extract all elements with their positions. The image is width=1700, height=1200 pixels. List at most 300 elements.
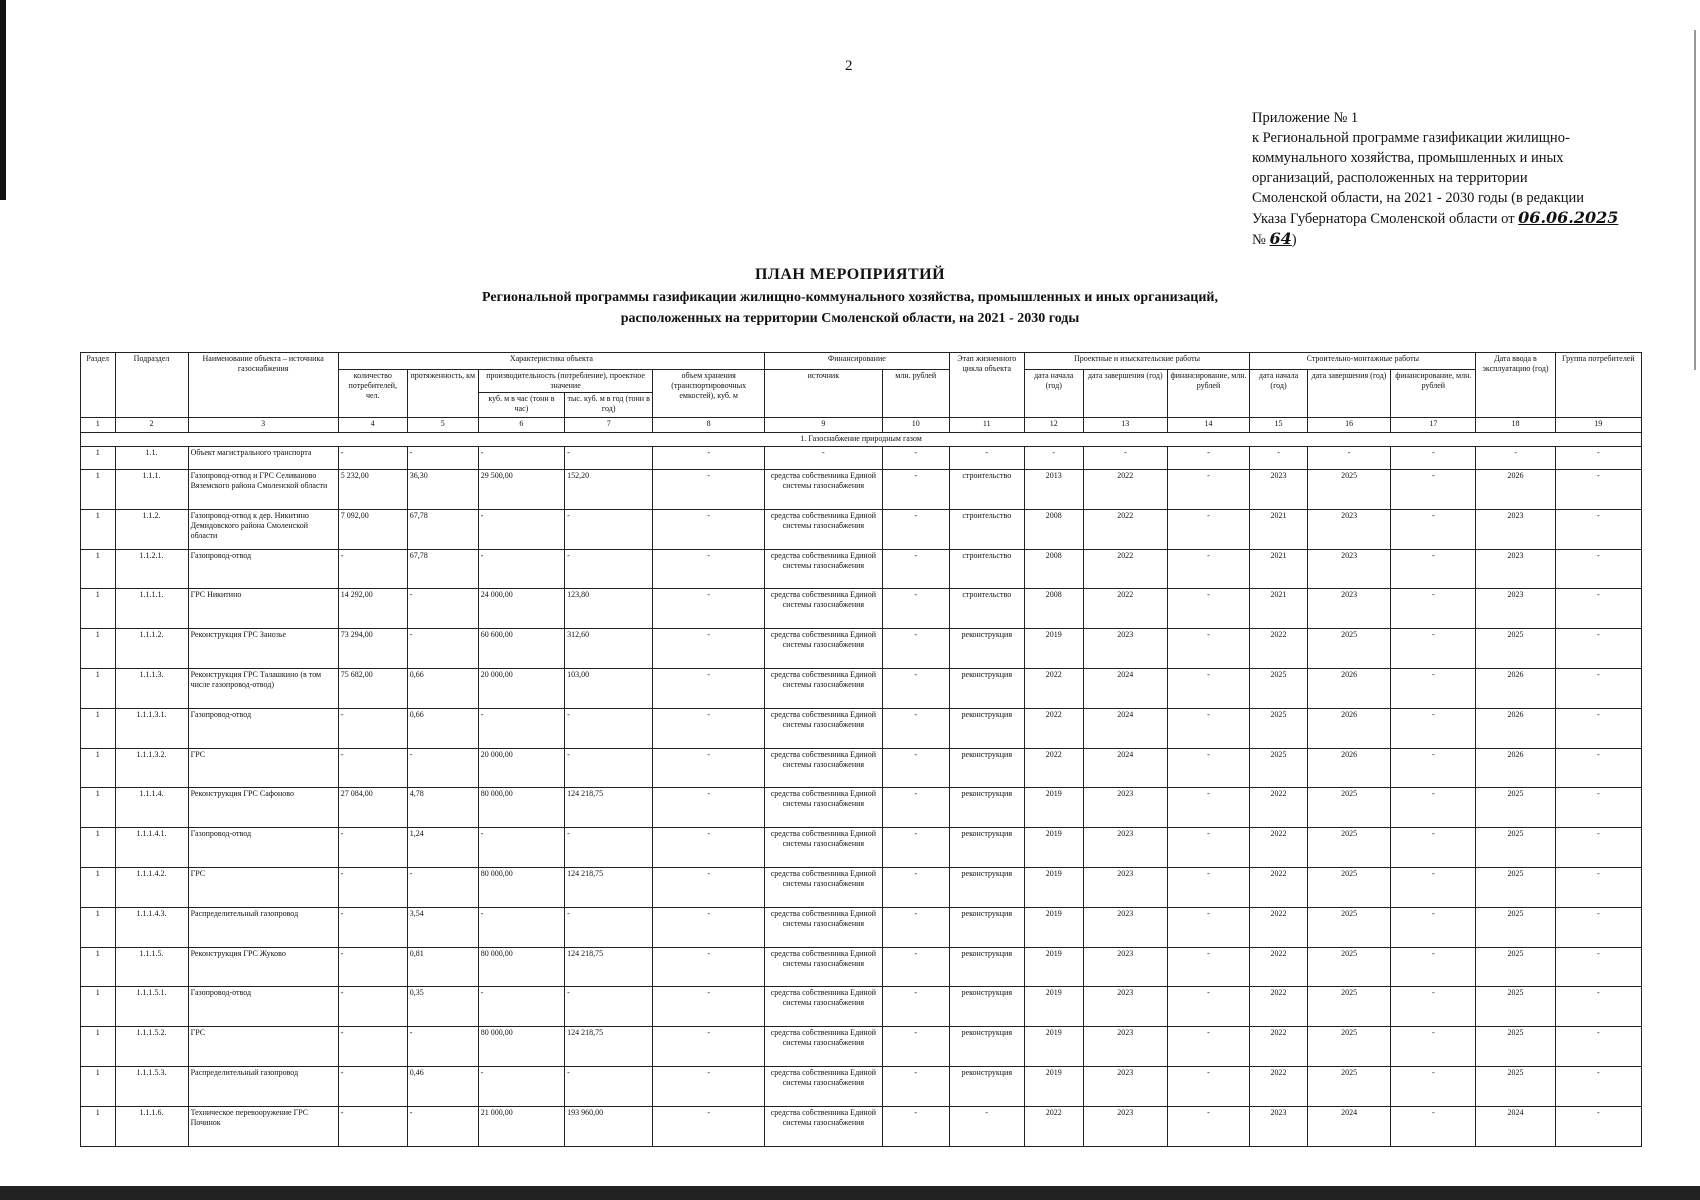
cell-storage: - [653, 987, 765, 1027]
table-row [81, 629, 1642, 669]
cell-razdel: 1 [81, 668, 116, 708]
cell-design-start: 2019 [1024, 947, 1083, 987]
cell-construction-end: - [1307, 447, 1390, 470]
cell-per-hour: - [478, 708, 564, 748]
cell-object-name: ГРС [188, 1027, 338, 1067]
table-row [81, 1106, 1642, 1146]
cell-lifecycle: реконструкция [949, 1066, 1024, 1106]
cell-consumers: - [338, 447, 407, 470]
cell-source: - [765, 447, 883, 470]
cell-consumer-group: - [1555, 629, 1641, 669]
column-number: 12 [1024, 418, 1083, 433]
cell-per-hour: - [478, 987, 564, 1027]
cell-design-start: 2019 [1024, 1027, 1083, 1067]
cell-length: 0,81 [407, 947, 478, 987]
cell-consumer-group: - [1555, 828, 1641, 868]
cell-commission-date: 2025 [1476, 629, 1555, 669]
cell-design-start: 2022 [1024, 748, 1083, 788]
table-row [81, 509, 1642, 549]
cell-object-name: Реконструкция ГРС Талашкино (в том числе газопровод-отвод) [188, 668, 338, 708]
cell-object-name: Распределительный газопровод [188, 1066, 338, 1106]
header-financing: Финансирование [765, 353, 950, 370]
cell-podrazdel: 1.1.1.3.2. [115, 748, 188, 788]
cell-razdel: 1 [81, 867, 116, 907]
cell-commission-date: - [1476, 447, 1555, 470]
cell-source: средства собственника Единой системы газоснабжения [765, 907, 883, 947]
cell-consumers: - [338, 1066, 407, 1106]
cell-mln-rub: - [882, 668, 949, 708]
cell-design-financing: - [1167, 629, 1249, 669]
cell-per-hour: 21 000,00 [478, 1106, 564, 1146]
cell-consumers: - [338, 867, 407, 907]
cell-construction-financing: - [1391, 1066, 1476, 1106]
cell-razdel: 1 [81, 549, 116, 589]
cell-length: 0,35 [407, 987, 478, 1027]
cell-per-year: - [565, 828, 653, 868]
cell-construction-start: 2022 [1250, 987, 1308, 1027]
cell-podrazdel: 1.1. [115, 447, 188, 470]
cell-razdel: 1 [81, 987, 116, 1027]
cell-razdel: 1 [81, 1106, 116, 1146]
cell-razdel: 1 [81, 828, 116, 868]
handwritten-number: 64 [1269, 229, 1292, 248]
cell-podrazdel: 1.1.2.1. [115, 549, 188, 589]
document-subtitle-1: Региональной программы газификации жилищно-коммунального хозяйства, промышленных и иных организаций, [482, 290, 1218, 305]
cell-per-hour: - [478, 447, 564, 470]
document-title: ПЛАН МЕРОПРИЯТИЙ [754, 266, 946, 283]
header-design-start: дата начала (год) [1024, 370, 1083, 418]
header-construction-works: Строительно-монтажные работы [1250, 353, 1476, 370]
cell-consumer-group: - [1555, 788, 1641, 828]
cell-lifecycle: строительство [949, 509, 1024, 549]
cell-mln-rub: - [882, 629, 949, 669]
cell-source: средства собственника Единой системы газоснабжения [765, 549, 883, 589]
table-row [81, 708, 1642, 748]
header-length: протяженность, км [407, 370, 478, 418]
cell-commission-date: 2025 [1476, 1066, 1555, 1106]
cell-commission-date: 2026 [1476, 668, 1555, 708]
cell-construction-financing: - [1391, 708, 1476, 748]
cell-construction-end: 2026 [1307, 708, 1390, 748]
header-construction-financing: финансирование, млн. рублей [1391, 370, 1476, 418]
cell-consumer-group: - [1555, 447, 1641, 470]
cell-construction-financing: - [1391, 828, 1476, 868]
cell-per-hour: 80 000,00 [478, 788, 564, 828]
column-number: 17 [1391, 418, 1476, 433]
cell-construction-start: 2025 [1250, 668, 1308, 708]
cell-lifecycle: реконструкция [949, 748, 1024, 788]
cell-lifecycle: строительство [949, 470, 1024, 510]
cell-per-year: - [565, 1066, 653, 1106]
cell-per-hour: - [478, 828, 564, 868]
cell-construction-financing: - [1391, 589, 1476, 629]
cell-object-name: ГРС [188, 867, 338, 907]
cell-consumers: 5 232,00 [338, 470, 407, 510]
cell-construction-financing: - [1391, 1027, 1476, 1067]
cell-construction-financing: - [1391, 788, 1476, 828]
cell-commission-date: 2025 [1476, 947, 1555, 987]
plan-table-body [81, 433, 1642, 1147]
cell-construction-end: 2025 [1307, 1027, 1390, 1067]
cell-consumer-group: - [1555, 509, 1641, 549]
column-number: 2 [115, 418, 188, 433]
cell-object-name: Газопровод-отвод [188, 987, 338, 1027]
cell-per-hour: - [478, 549, 564, 589]
cell-per-year: 124 218,75 [565, 947, 653, 987]
cell-lifecycle: реконструкция [949, 987, 1024, 1027]
cell-commission-date: 2025 [1476, 1027, 1555, 1067]
cell-consumers: - [338, 1027, 407, 1067]
cell-storage: - [653, 907, 765, 947]
cell-construction-financing: - [1391, 748, 1476, 788]
cell-commission-date: 2026 [1476, 470, 1555, 510]
cell-mln-rub: - [882, 828, 949, 868]
cell-commission-date: 2026 [1476, 748, 1555, 788]
cell-length: - [407, 1106, 478, 1146]
cell-podrazdel: 1.1.1.5.3. [115, 1066, 188, 1106]
cell-per-year: 124 218,75 [565, 788, 653, 828]
cell-mln-rub: - [882, 748, 949, 788]
column-number: 14 [1167, 418, 1249, 433]
appendix-line-7 [1252, 229, 1672, 250]
cell-construction-end: 2025 [1307, 947, 1390, 987]
cell-construction-financing: - [1391, 629, 1476, 669]
column-number: 15 [1250, 418, 1308, 433]
cell-per-year: 123,80 [565, 589, 653, 629]
table-row [81, 447, 1642, 470]
cell-consumers: - [338, 1106, 407, 1146]
appendix-line-2: к Региональной программе газификации жилищно- [1252, 130, 1570, 146]
cell-length: 67,78 [407, 509, 478, 549]
column-number: 19 [1555, 418, 1641, 433]
cell-storage: - [653, 1106, 765, 1146]
cell-source: средства собственника Единой системы газоснабжения [765, 788, 883, 828]
cell-consumer-group: - [1555, 867, 1641, 907]
cell-design-start: 2019 [1024, 828, 1083, 868]
cell-per-hour: 60 600,00 [478, 629, 564, 669]
cell-consumers: - [338, 907, 407, 947]
cell-per-hour: 80 000,00 [478, 947, 564, 987]
cell-per-hour: 29 500,00 [478, 470, 564, 510]
cell-design-end: 2023 [1083, 828, 1167, 868]
cell-lifecycle: реконструкция [949, 1027, 1024, 1067]
cell-podrazdel: 1.1.2. [115, 509, 188, 549]
cell-design-end: 2023 [1083, 629, 1167, 669]
cell-lifecycle: реконструкция [949, 867, 1024, 907]
section-title: 1. Газоснабжение природным газом [81, 433, 1642, 447]
cell-object-name: Реконструкция ГРС Занозье [188, 629, 338, 669]
cell-per-year: - [565, 549, 653, 589]
cell-per-year: 124 218,75 [565, 1027, 653, 1067]
cell-length: 1,24 [407, 828, 478, 868]
cell-construction-start: 2022 [1250, 867, 1308, 907]
cell-length: 0,66 [407, 668, 478, 708]
cell-design-end: 2022 [1083, 589, 1167, 629]
cell-mln-rub: - [882, 549, 949, 589]
cell-razdel: 1 [81, 947, 116, 987]
cell-commission-date: 2025 [1476, 867, 1555, 907]
header-design-end: дата завершения (год) [1083, 370, 1167, 418]
cell-razdel: 1 [81, 447, 116, 470]
cell-length: - [407, 867, 478, 907]
cell-design-end: 2023 [1083, 947, 1167, 987]
header-productivity: производительность (потребление), проектное значение [478, 370, 653, 393]
cell-mln-rub: - [882, 509, 949, 549]
cell-per-year: - [565, 748, 653, 788]
cell-object-name: Газопровод-отвод к дер. Никитино Демидовского района Смоленской области [188, 509, 338, 549]
cell-podrazdel: 1.1.1.4.2. [115, 867, 188, 907]
cell-object-name: Реконструкция ГРС Жуково [188, 947, 338, 987]
cell-design-financing: - [1167, 509, 1249, 549]
cell-consumers: - [338, 947, 407, 987]
cell-storage: - [653, 549, 765, 589]
cell-design-end: 2023 [1083, 788, 1167, 828]
cell-source: средства собственника Единой системы газоснабжения [765, 1027, 883, 1067]
cell-length: 3,54 [407, 907, 478, 947]
column-number: 7 [565, 418, 653, 433]
table-row [81, 470, 1642, 510]
cell-design-start: 2022 [1024, 668, 1083, 708]
cell-consumer-group: - [1555, 668, 1641, 708]
cell-construction-start: 2022 [1250, 907, 1308, 947]
cell-consumers: 75 682,00 [338, 668, 407, 708]
cell-mln-rub: - [882, 447, 949, 470]
cell-construction-end: 2025 [1307, 629, 1390, 669]
table-row [81, 788, 1642, 828]
cell-source: средства собственника Единой системы газоснабжения [765, 1106, 883, 1146]
cell-design-end: 2023 [1083, 1106, 1167, 1146]
cell-mln-rub: - [882, 1066, 949, 1106]
column-number: 18 [1476, 418, 1555, 433]
cell-mln-rub: - [882, 1027, 949, 1067]
column-number: 9 [765, 418, 883, 433]
cell-design-end: 2022 [1083, 549, 1167, 589]
cell-podrazdel: 1.1.1.2. [115, 629, 188, 669]
scan-edge-bottom [0, 1186, 1700, 1200]
cell-construction-start: 2022 [1250, 1027, 1308, 1067]
cell-construction-end: 2025 [1307, 788, 1390, 828]
table-row [81, 589, 1642, 629]
cell-source: средства собственника Единой системы газоснабжения [765, 1066, 883, 1106]
header-source: источник [765, 370, 883, 418]
cell-lifecycle: реконструкция [949, 828, 1024, 868]
cell-per-hour: - [478, 907, 564, 947]
table-row [81, 1027, 1642, 1067]
cell-podrazdel: 1.1.1.5.2. [115, 1027, 188, 1067]
cell-mln-rub: - [882, 470, 949, 510]
cell-construction-end: 2025 [1307, 907, 1390, 947]
cell-commission-date: 2026 [1476, 708, 1555, 748]
header-razdel: Раздел [81, 353, 116, 418]
cell-construction-end: 2025 [1307, 470, 1390, 510]
cell-storage: - [653, 947, 765, 987]
cell-design-start: 2019 [1024, 867, 1083, 907]
cell-podrazdel: 1.1.1. [115, 470, 188, 510]
table-row [81, 828, 1642, 868]
cell-commission-date: 2025 [1476, 788, 1555, 828]
column-number: 10 [882, 418, 949, 433]
cell-lifecycle: - [949, 447, 1024, 470]
cell-design-financing: - [1167, 987, 1249, 1027]
cell-commission-date: 2024 [1476, 1106, 1555, 1146]
cell-commission-date: 2025 [1476, 907, 1555, 947]
cell-construction-end: 2026 [1307, 748, 1390, 788]
cell-per-hour: 80 000,00 [478, 867, 564, 907]
appendix-line-1: Приложение № 1 [1252, 110, 1359, 126]
cell-construction-start: 2021 [1250, 509, 1308, 549]
header-lifecycle: Этап жизненного цикла объекта [949, 353, 1024, 418]
cell-per-year: 193 960,00 [565, 1106, 653, 1146]
column-number: 8 [653, 418, 765, 433]
cell-consumer-group: - [1555, 549, 1641, 589]
appendix-line-3: коммунального хозяйства, промышленных и иных [1252, 150, 1564, 166]
cell-design-financing: - [1167, 549, 1249, 589]
cell-object-name: Газопровод-отвод [188, 828, 338, 868]
cell-consumer-group: - [1555, 470, 1641, 510]
cell-mln-rub: - [882, 589, 949, 629]
cell-source: средства собственника Единой системы газоснабжения [765, 668, 883, 708]
cell-per-year: - [565, 987, 653, 1027]
table-row [81, 1066, 1642, 1106]
cell-consumers: 7 092,00 [338, 509, 407, 549]
cell-consumers: 73 294,00 [338, 629, 407, 669]
cell-consumer-group: - [1555, 947, 1641, 987]
cell-lifecycle: реконструкция [949, 629, 1024, 669]
cell-design-end: 2022 [1083, 509, 1167, 549]
cell-length: - [407, 447, 478, 470]
table-row [81, 987, 1642, 1027]
cell-length: - [407, 1027, 478, 1067]
cell-construction-start: 2023 [1250, 470, 1308, 510]
cell-storage: - [653, 1066, 765, 1106]
cell-construction-financing: - [1391, 668, 1476, 708]
cell-construction-end: 2026 [1307, 668, 1390, 708]
cell-design-start: 2019 [1024, 788, 1083, 828]
cell-design-financing: - [1167, 788, 1249, 828]
cell-construction-start: 2022 [1250, 828, 1308, 868]
cell-razdel: 1 [81, 589, 116, 629]
cell-source: средства собственника Единой системы газоснабжения [765, 987, 883, 1027]
cell-design-start: 2019 [1024, 907, 1083, 947]
cell-construction-start: 2022 [1250, 1066, 1308, 1106]
cell-object-name: Объект магистрального транспорта [188, 447, 338, 470]
cell-design-start: 2019 [1024, 987, 1083, 1027]
cell-consumers: - [338, 549, 407, 589]
cell-consumers: - [338, 708, 407, 748]
cell-razdel: 1 [81, 470, 116, 510]
cell-consumer-group: - [1555, 1066, 1641, 1106]
cell-construction-end: 2025 [1307, 828, 1390, 868]
header-consumer-group: Группа потребителей [1555, 353, 1641, 418]
cell-per-hour: 20 000,00 [478, 668, 564, 708]
column-number: 13 [1083, 418, 1167, 433]
cell-consumer-group: - [1555, 708, 1641, 748]
cell-lifecycle: - [949, 1106, 1024, 1146]
cell-podrazdel: 1.1.1.6. [115, 1106, 188, 1146]
cell-mln-rub: - [882, 947, 949, 987]
cell-construction-start: 2023 [1250, 1106, 1308, 1146]
cell-construction-start: 2022 [1250, 947, 1308, 987]
cell-commission-date: 2023 [1476, 509, 1555, 549]
cell-mln-rub: - [882, 1106, 949, 1146]
cell-consumers: 27 084,00 [338, 788, 407, 828]
cell-design-start: 2008 [1024, 589, 1083, 629]
cell-storage: - [653, 470, 765, 510]
cell-per-year: 152,20 [565, 470, 653, 510]
cell-podrazdel: 1.1.1.3.1. [115, 708, 188, 748]
cell-design-financing: - [1167, 947, 1249, 987]
cell-construction-financing: - [1391, 549, 1476, 589]
cell-design-start: 2022 [1024, 708, 1083, 748]
section-row [81, 433, 1642, 447]
cell-design-start: - [1024, 447, 1083, 470]
cell-construction-end: 2023 [1307, 589, 1390, 629]
cell-design-end: 2024 [1083, 708, 1167, 748]
cell-storage: - [653, 867, 765, 907]
cell-lifecycle: строительство [949, 549, 1024, 589]
table-row [81, 947, 1642, 987]
column-number: 1 [81, 418, 116, 433]
cell-consumer-group: - [1555, 589, 1641, 629]
cell-storage: - [653, 447, 765, 470]
header-design-financing: финансирование, млн. рублей [1167, 370, 1249, 418]
cell-construction-start: 2021 [1250, 549, 1308, 589]
cell-object-name: Распределительный газопровод [188, 907, 338, 947]
table-row [81, 867, 1642, 907]
cell-razdel: 1 [81, 1066, 116, 1106]
cell-design-end: 2023 [1083, 867, 1167, 907]
cell-construction-financing: - [1391, 447, 1476, 470]
column-number: 6 [478, 418, 564, 433]
handwritten-date: 06.06.2025 [1518, 208, 1619, 227]
cell-design-financing: - [1167, 1027, 1249, 1067]
cell-storage: - [653, 629, 765, 669]
cell-length: - [407, 589, 478, 629]
cell-construction-start: 2022 [1250, 629, 1308, 669]
document-subtitle-2: расположенных на территории Смоленской области, на 2021 - 2030 годы [620, 311, 1080, 326]
cell-design-start: 2013 [1024, 470, 1083, 510]
cell-design-end: - [1083, 447, 1167, 470]
cell-object-name: Техническое перевооружение ГРС Починок [188, 1106, 338, 1146]
cell-length: 0,66 [407, 708, 478, 748]
cell-design-financing: - [1167, 668, 1249, 708]
cell-commission-date: 2025 [1476, 828, 1555, 868]
table-row [81, 549, 1642, 589]
cell-length: 4,78 [407, 788, 478, 828]
plan-table [80, 352, 1642, 1147]
cell-construction-start: - [1250, 447, 1308, 470]
cell-source: средства собственника Единой системы газоснабжения [765, 509, 883, 549]
cell-design-start: 2019 [1024, 1066, 1083, 1106]
cell-razdel: 1 [81, 1027, 116, 1067]
cell-object-name: Газопровод-отвод [188, 708, 338, 748]
cell-per-hour: 80 000,00 [478, 1027, 564, 1067]
cell-design-end: 2023 [1083, 1027, 1167, 1067]
cell-mln-rub: - [882, 987, 949, 1027]
cell-consumer-group: - [1555, 987, 1641, 1027]
cell-construction-end: 2025 [1307, 987, 1390, 1027]
cell-consumers: - [338, 987, 407, 1027]
cell-consumers: - [338, 828, 407, 868]
cell-per-year: 124 218,75 [565, 867, 653, 907]
column-number: 11 [949, 418, 1024, 433]
cell-per-year: 103,00 [565, 668, 653, 708]
cell-razdel: 1 [81, 509, 116, 549]
cell-source: средства собственника Единой системы газоснабжения [765, 470, 883, 510]
cell-design-financing: - [1167, 907, 1249, 947]
column-number: 4 [338, 418, 407, 433]
cell-construction-start: 2025 [1250, 708, 1308, 748]
